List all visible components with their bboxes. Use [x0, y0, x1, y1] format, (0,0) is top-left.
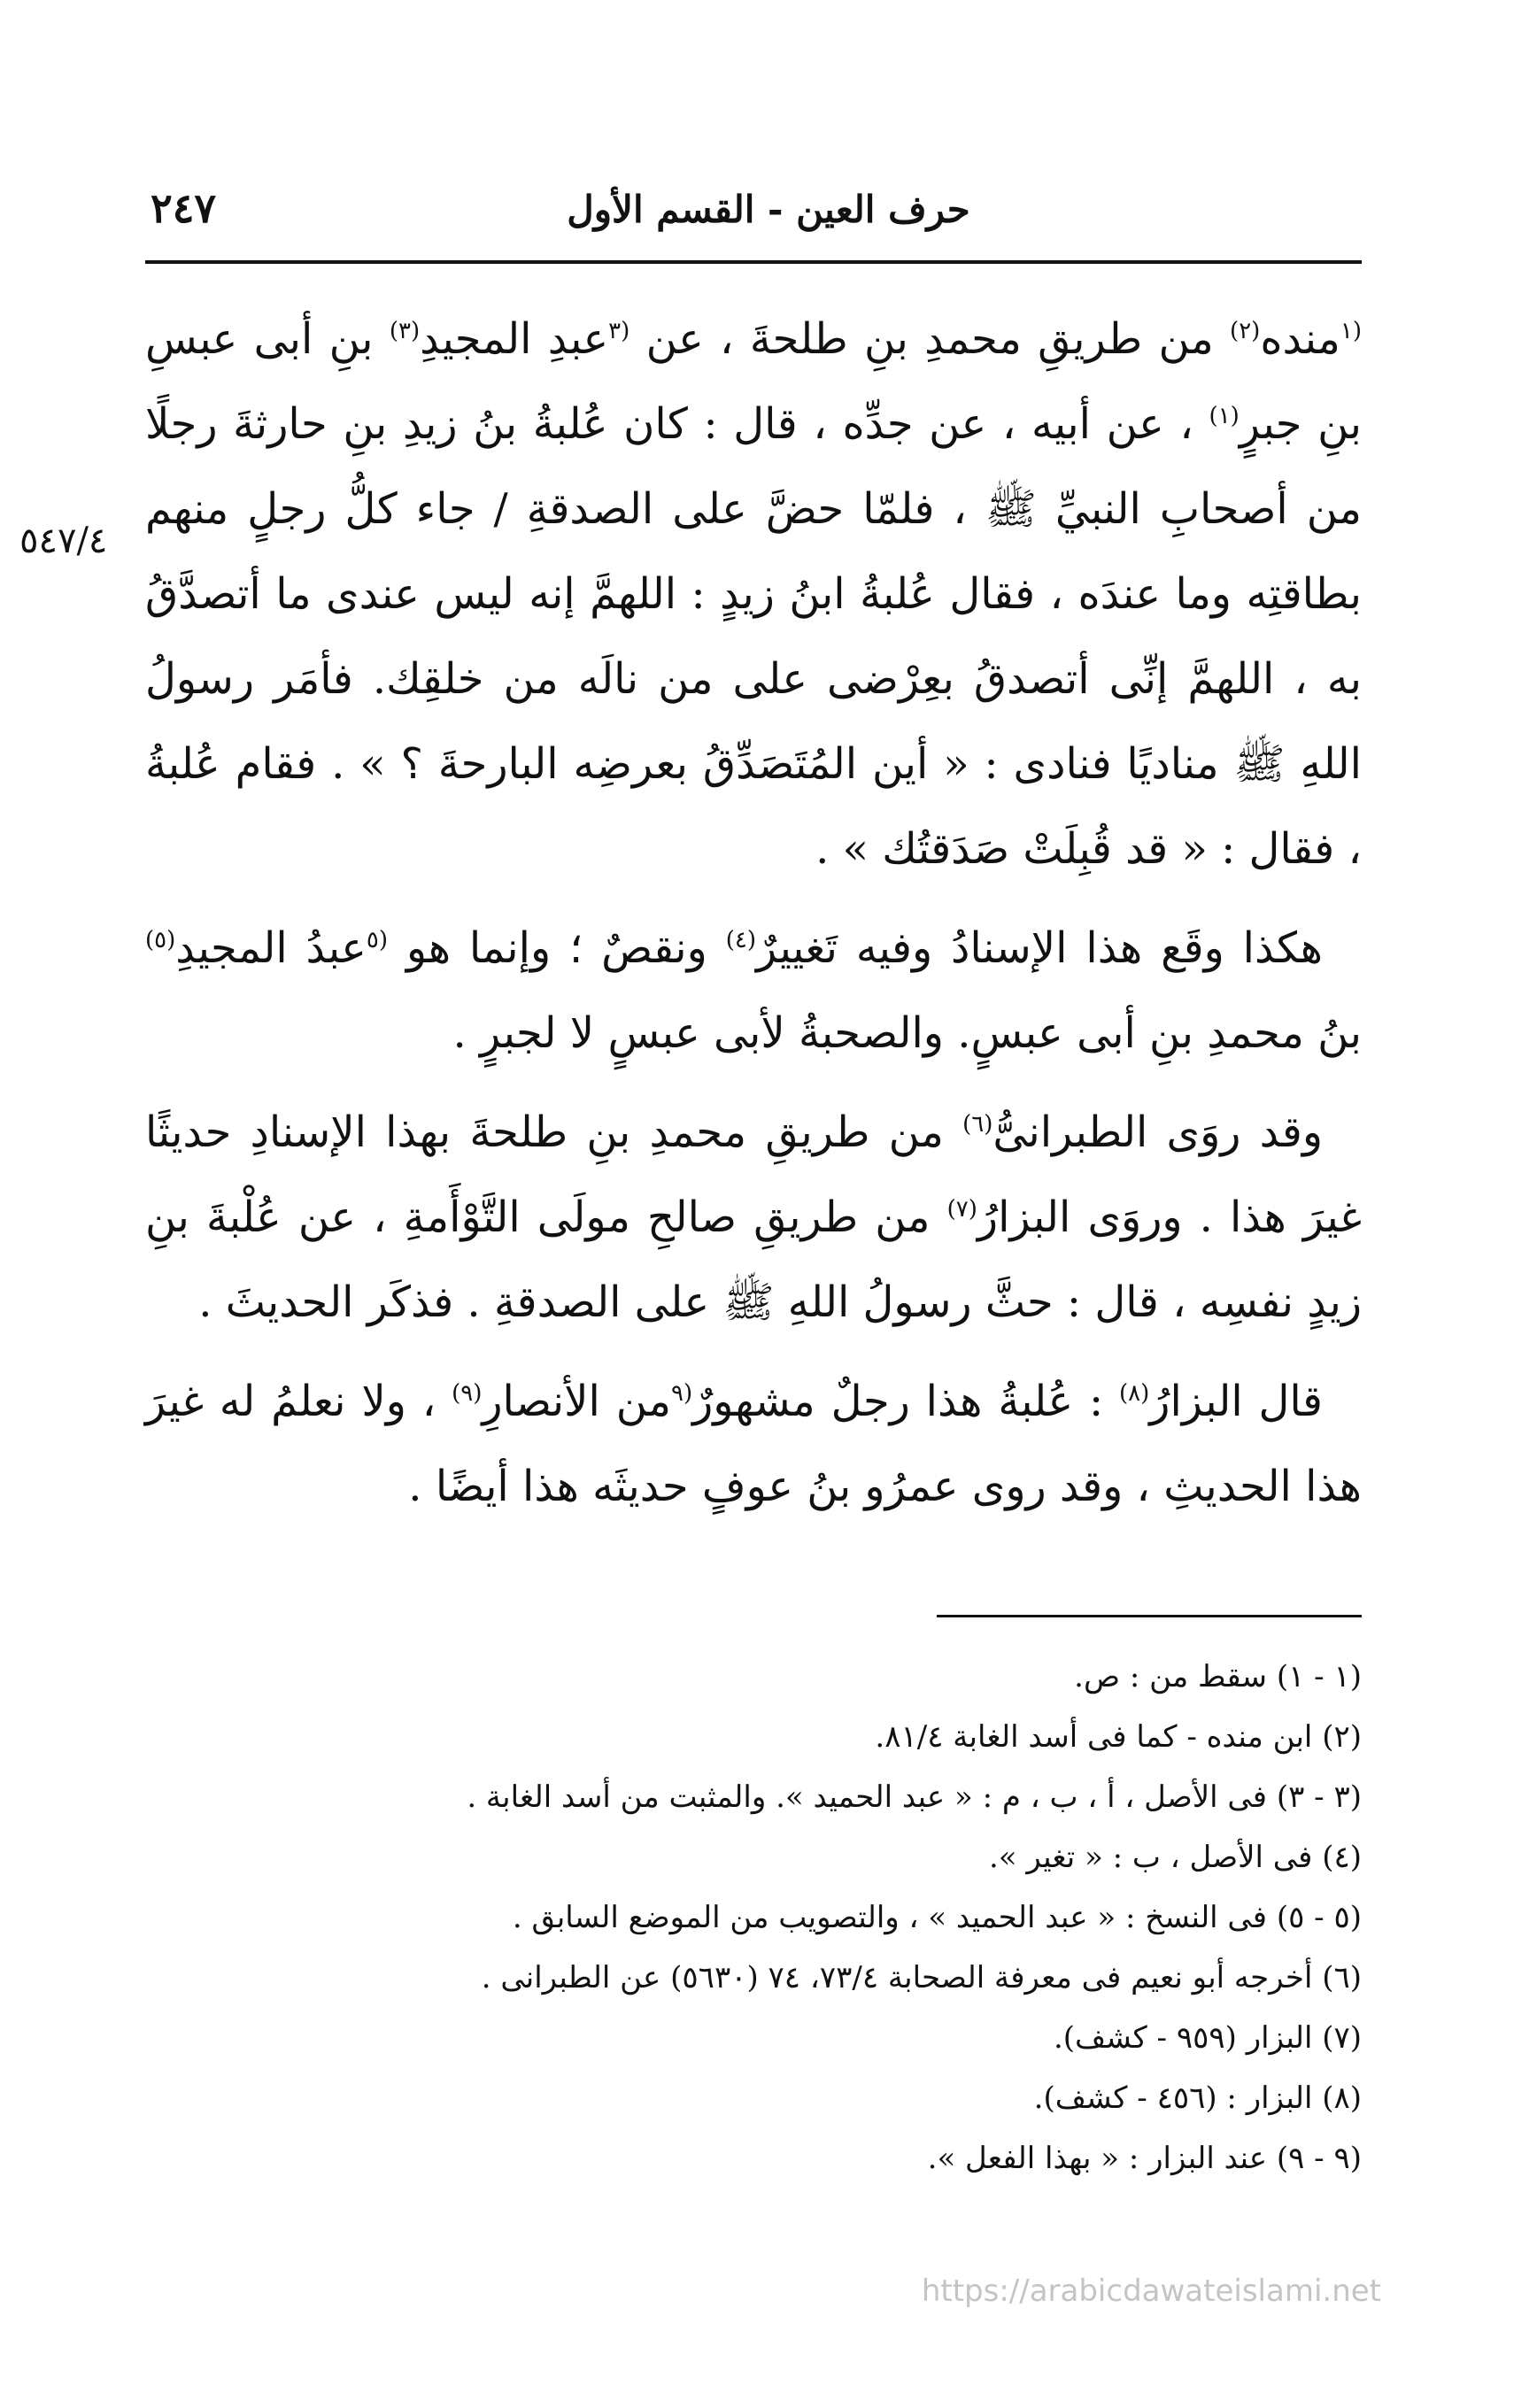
- footnote-marker: (٩: [670, 1380, 693, 1407]
- text-run: هكذا وقَع هذا الإسنادُ وفيه تَغييرٌ: [755, 923, 1323, 973]
- footnote-marker: (٢): [1230, 318, 1261, 344]
- text-run: من طريقِ صالحِ مولَى التَّوْأَمةِ ، عن عُلْبةَ بنِ زيدٍ نفسِه ، قال : حثَّ رسولُ اللهِ ﷺ على الصدقةِ . فذكَر الحديثَ .: [145, 1192, 1362, 1327]
- text-run: بنُ محمدِ بنِ أبى عبسٍ. والصحبةُ لأبى عبسٍ لا لجبرٍ .: [452, 1008, 1362, 1058]
- text-run: من الأنصارِ: [482, 1377, 671, 1426]
- page-number: ٢٤٧: [151, 184, 217, 232]
- footnote-marker: (١): [1209, 403, 1240, 429]
- paragraph-2: [145, 906, 1362, 1076]
- margin-reference: ٥٤٧/٤: [19, 521, 108, 561]
- footnote: (٥ - ٥) فى النسخ : « عبد الحميد » ، والتصويب من الموضع السابق .: [512, 1900, 1362, 1935]
- footnote-marker: (٦): [962, 1111, 993, 1138]
- text-run: ونقصٌ ؛ وإنما هو: [405, 923, 707, 973]
- footnote: (٦) أخرجه أبو نعيم فى معرفة الصحابة ٧٣/٤، ٧٤ (٥٦٣٠) عن الطبرانى .: [481, 1960, 1362, 1995]
- text-run: عبدِ المجيدِ: [420, 314, 609, 364]
- paragraph-4: [145, 1359, 1362, 1529]
- footnote: (٩ - ٩) عند البزار : « بهذا الفعل ».: [927, 2141, 1362, 2176]
- footnote-marker: (٣): [389, 318, 421, 344]
- footnote: (٢) ابن منده - كما فى أسد الغابة ٨١/٤.: [875, 1719, 1362, 1755]
- text-run: من طريقِ محمدِ بنِ طلحةَ ، عن: [645, 314, 1214, 364]
- footnote-marker: (١: [1340, 318, 1362, 344]
- footnote-marker: (٥: [366, 927, 388, 953]
- footnotes: [145, 1647, 1362, 2188]
- footnote-marker: (٧): [946, 1196, 977, 1223]
- footnote: (١ - ١) سقط من : ص.: [1074, 1659, 1362, 1694]
- footnote: (٣ - ٣) فى الأصل ، أ ، ب ، م : « عبد الحميد ». والمثبت من أسد الغابة .: [467, 1779, 1362, 1815]
- text-run: ، ولا نعلمُ له غيرَ هذا الحديثِ ، وقد روى عمرُو بنُ عوفٍ حديثَه هذا أيضًا .: [145, 1377, 1362, 1511]
- footnote: (٨) البزار : (٤٥٦ - كشف).: [1033, 2080, 1362, 2116]
- footnote: (٤) فى الأصل ، ب : « تغير ».: [988, 1840, 1362, 1875]
- footnote-marker: (٥): [145, 927, 176, 953]
- text-run: عبدُ المجيدِ: [175, 923, 367, 973]
- footnote-marker: (٣: [608, 318, 630, 344]
- footnote-marker: (٤): [725, 927, 756, 953]
- footnote-rule: [937, 1615, 1362, 1617]
- paragraph-3: [145, 1090, 1362, 1345]
- text-run: من طريقِ محمدِ بنِ طلحةَ بهذا الإسنادِ حديثًا غيرَ هذا . وروَى البزارُ: [145, 1108, 1362, 1242]
- header-rule: [145, 260, 1362, 264]
- text-run: بنِ أبى عبسِ بنِ جبرٍ: [145, 314, 1362, 449]
- paragraph-1: [145, 297, 1362, 891]
- text-run: قال البزارُ: [1149, 1377, 1324, 1426]
- footnote-marker: (٨): [1118, 1380, 1150, 1407]
- text-run: : عُلبةُ هذا رجلٌ مشهورٌ: [692, 1377, 1104, 1426]
- text-run: وقد روَى الطبرانىُّ: [992, 1108, 1324, 1157]
- text-run: منده: [1260, 314, 1340, 364]
- footnote-marker: (٩): [452, 1380, 483, 1407]
- text-run: ، عن أبيه ، عن جدِّه ، قال : كان عُلبةُ بنُ زيدِ بنِ حارثةَ رجلًا من أصحابِ النبيِّ ﷺ ، فلمّا حضَّ على الصدقةِ / جاء كلُّ رجلٍ منهم بطاقتِه وما عندَه ، فقال عُلبةُ ابنُ زيدٍ : اللهمَّ إنه ليس عندى ما أتصدَّقُ به ، اللهمَّ إنِّى أتصدقُ بعِرْضى على من نالَه من خلقِك. فأمَر رسولُ اللهِ ﷺ مناديًا فنادى : « أين المُتَصَدِّقُ بعرضِه البارحةَ ؟ » . فقام عُلبةُ ، فقال : « قد قُبِلَتْ صَدَقتُك » .: [145, 399, 1362, 874]
- running-title: حرف العين - القسم الأول: [567, 188, 970, 231]
- watermark: https://arabicdawateislami.net: [921, 2273, 1381, 2309]
- main-text: [145, 297, 1362, 1543]
- footnote: (٧) البزار (٩٥٩ - كشف).: [1053, 2020, 1362, 2056]
